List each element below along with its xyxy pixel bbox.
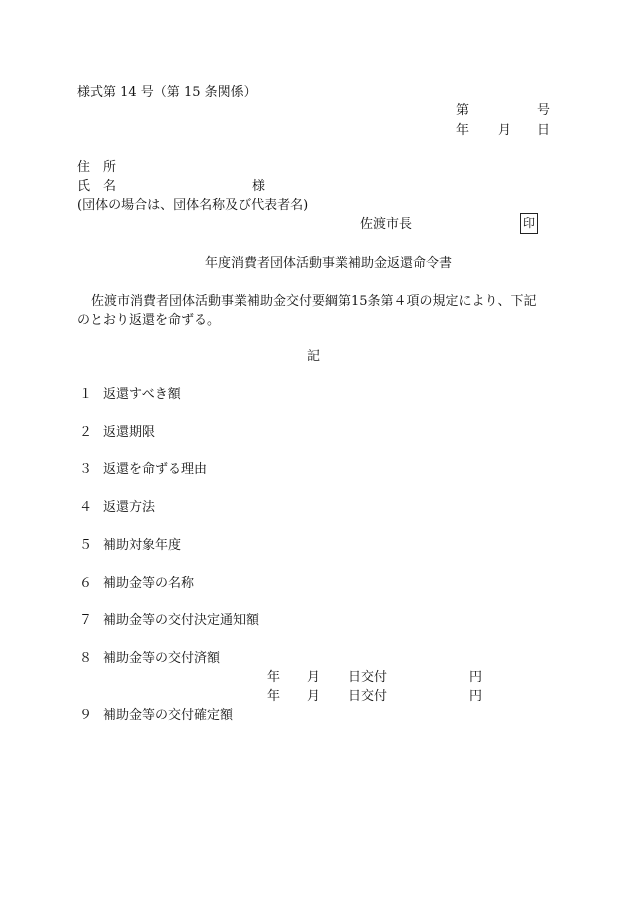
item-number: ８: [79, 651, 93, 666]
item-number: ２: [79, 425, 93, 440]
item-number: ４: [79, 500, 93, 515]
ki-heading: 記: [307, 349, 321, 364]
item-number: ９: [79, 708, 93, 723]
item-label: 補助対象年度: [103, 538, 182, 553]
document-title: 年度消費者団体活動事業補助金返還命令書: [205, 256, 453, 271]
item-label: 返還を命ずる理由: [103, 462, 208, 477]
item-number: ６: [79, 576, 93, 591]
item-label: 補助金等の交付済額: [103, 651, 221, 666]
name-label: 氏 名: [77, 179, 117, 194]
payment-year: 年: [267, 670, 281, 685]
item-label: 補助金等の交付決定通知額: [103, 613, 260, 628]
payment-month: 月: [307, 689, 321, 704]
item-number: ５: [79, 538, 93, 553]
form-number: 様式第 14 号（第 15 条関係）: [77, 85, 257, 100]
body-line-2: のとおり返還を命ずる。: [77, 313, 221, 328]
issuer-title: 佐渡市長: [360, 217, 413, 232]
item-label: 返還方法: [103, 500, 156, 515]
seal-mark: 印: [520, 213, 538, 234]
item-label: 補助金等の名称: [103, 576, 195, 591]
payment-yen: 円: [469, 689, 483, 704]
payment-day-issued: 日交付: [348, 689, 388, 704]
payment-year: 年: [267, 689, 281, 704]
date-day: 日: [537, 123, 551, 138]
payment-month: 月: [307, 670, 321, 685]
item-label: 返還期限: [103, 425, 156, 440]
item-label: 返還すべき額: [103, 387, 181, 402]
address-label: 住 所: [77, 160, 117, 175]
group-note: (団体の場合は、団体名称及び代表者名): [77, 198, 309, 213]
body-line-1: 佐渡市消費者団体活動事業補助金交付要綱第15条第４項の規定により、下記: [91, 294, 537, 309]
doc-number-go: 号: [537, 103, 551, 118]
payment-yen: 円: [469, 670, 483, 685]
date-year: 年: [456, 123, 470, 138]
item-number: ３: [79, 462, 93, 477]
item-number: １: [79, 387, 93, 402]
item-label: 補助金等の交付確定額: [103, 708, 234, 723]
date-month: 月: [498, 123, 512, 138]
payment-day-issued: 日交付: [348, 670, 388, 685]
doc-number-dai: 第: [456, 103, 470, 118]
item-number: ７: [79, 613, 93, 628]
honorific: 様: [252, 179, 266, 194]
